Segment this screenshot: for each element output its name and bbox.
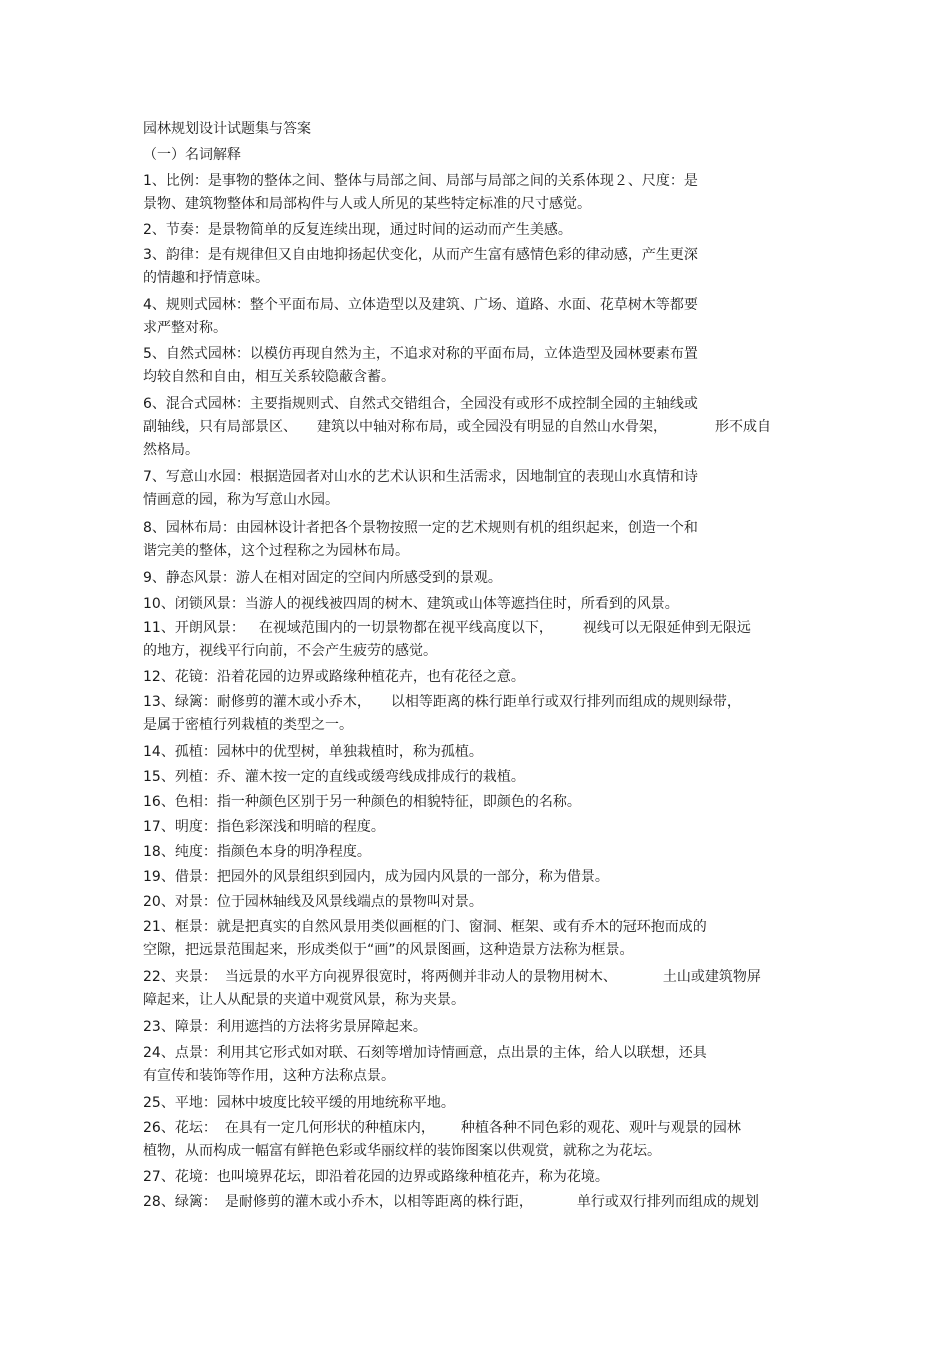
term-entry-6 [143, 393, 803, 462]
entry-line: 12、花镜：沿着花园的边界或路缘种植花卉，也有花径之意。 [143, 669, 525, 685]
term-entry-16 [143, 791, 803, 814]
entry-line: 18、纯度：指颜色本身的明净程度。 [143, 844, 371, 860]
term-entry-23 [143, 1016, 803, 1039]
entry-segment: 以相等距离的株行距单行或双行排列而组成的规则绿带， [390, 694, 741, 710]
term-entry-15 [143, 766, 803, 789]
entry-line [143, 617, 803, 640]
entry-line: 求严整对称。 [143, 320, 227, 336]
entry-line: 景物、建筑物整体和局部构件与人或人所见的某些特定标准的尺寸感觉。 [143, 196, 591, 212]
entry-segment: 单行或双行排列而组成的规划 [576, 1194, 759, 1210]
section-heading: （一）名词解释 [143, 147, 241, 163]
entry-line: 均较自然和自由，相互关系较隐蔽含蓄。 [143, 369, 395, 385]
entry-segment: 22、夹景： [143, 969, 217, 985]
entry-segment: 建筑以中轴对称布局，或全园没有明显的自然山水骨架， [317, 419, 667, 435]
entry-line: 24、点景：利用其它形式如对联、石刻等增加诗情画意，点出景的主体，给人以联想，还具 [143, 1045, 707, 1061]
entry-segment: 在具有一定几何形状的种植床内， [224, 1120, 435, 1136]
term-entry-28 [143, 1191, 803, 1214]
term-entry-24 [143, 1042, 803, 1088]
entry-line: 然格局。 [143, 442, 199, 458]
entry-line [143, 1191, 803, 1214]
term-entry-19 [143, 866, 803, 889]
entry-line: 15、列植：乔、灌木按一定的直线或缓弯线成排成行的栽植。 [143, 769, 525, 785]
entry-line: 17、明度：指色彩深浅和明暗的程度。 [143, 819, 385, 835]
term-entry-14 [143, 741, 803, 764]
entry-segment: 土山或建筑物屏 [662, 969, 761, 985]
entry-line: 5、自然式园林：以模仿再现自然为主，不追求对称的平面布局，立体造型及园林要素布置 [143, 346, 698, 362]
term-entry-5 [143, 343, 803, 389]
term-entry-9 [143, 567, 803, 590]
entry-line: 10、闭锁风景：当游人的视线被四周的树木、建筑或山体等遮挡住时，所看到的风景。 [143, 596, 679, 612]
entry-line: 21、框景：就是把真实的自然风景用类似画框的门、窗洞、框架、或有乔木的冠环抱而成的 [143, 919, 707, 935]
entry-segment: 当远景的水平方向视界很宽时，将两侧并非动人的景物用树木、 [224, 969, 617, 985]
term-entry-18 [143, 841, 803, 864]
entry-segment: 13、绿篱：耐修剪的灌木或小乔木， [143, 694, 371, 710]
entry-segment: 视线可以无限延伸到无限远 [582, 620, 751, 636]
term-entry-13 [143, 691, 803, 737]
term-entry-3 [143, 244, 803, 290]
entry-line: 7、写意山水园：根据造园者对山水的艺术认识和生活需求，因地制宜的表现山水真情和诗 [143, 469, 698, 485]
entry-segment: 副轴线，只有局部景区、 [143, 419, 297, 435]
term-entry-26 [143, 1117, 803, 1163]
term-entry-8 [143, 517, 803, 563]
entry-line [143, 966, 803, 989]
term-entry-17 [143, 816, 803, 839]
term-entry-25 [143, 1092, 803, 1115]
entry-line [143, 691, 803, 714]
term-entry-10 [143, 593, 803, 616]
document-title: 园林规划设计试题集与答案 [143, 121, 311, 137]
term-entry-20 [143, 891, 803, 914]
entry-line [143, 416, 803, 439]
term-entry-11 [143, 617, 803, 663]
entry-line: 25、平地：园林中坡度比较平缓的用地统称平地。 [143, 1095, 455, 1111]
entry-line: 19、借景：把园外的风景组织到园内，成为园内风景的一部分，称为借景。 [143, 869, 609, 885]
entry-line: 的地方，视线平行向前，不会产生疲劳的感觉。 [143, 643, 437, 659]
entry-line: 9、静态风景：游人在相对固定的空间内所感受到的景观。 [143, 570, 502, 586]
term-entry-21 [143, 916, 803, 962]
term-entry-12 [143, 666, 803, 689]
term-entry-4 [143, 294, 803, 340]
entry-line: 20、对景：位于园林轴线及风景线端点的景物叫对景。 [143, 894, 483, 910]
entry-line: 的情趣和抒情意味。 [143, 270, 269, 286]
term-entry-27 [143, 1166, 803, 1189]
entry-line: 障起来，让人从配景的夹道中观赏风景，称为夹景。 [143, 992, 465, 1008]
entry-line: 4、规则式园林：整个平面布局、立体造型以及建筑、广场、道路、水面、花草树木等都要 [143, 297, 698, 313]
entry-line: 14、孤植：园林中的优型树，单独栽植时，称为孤植。 [143, 744, 483, 760]
entry-line: 3、韵律：是有规律但又自由地抑扬起伏变化，从而产生富有感情色彩的律动感，产生更深 [143, 247, 698, 263]
entry-segment: 种植各种不同色彩的观花、观叶与观景的园林 [460, 1120, 741, 1136]
entry-segment: 是耐修剪的灌木或小乔木，以相等距离的株行距， [224, 1194, 533, 1210]
term-entry-22 [143, 966, 803, 1012]
entry-line: 情画意的园，称为写意山水园。 [143, 492, 339, 508]
entry-line: 8、园林布局：由园林设计者把各个景物按照一定的艺术规则有机的组织起来，创造一个和 [143, 520, 698, 536]
entry-line: 23、障景：利用遮挡的方法将劣景屏障起来。 [143, 1019, 427, 1035]
entry-line [143, 1117, 803, 1140]
entry-segment: 11、开朗风景： [143, 620, 245, 636]
entry-segment: 形不成自 [715, 419, 771, 435]
term-entry-1 [143, 170, 803, 216]
entry-line: 2、节奏：是景物简单的反复连续出现，通过时间的运动而产生美感。 [143, 222, 572, 238]
entry-line: 27、花境：也叫境界花坛，即沿着花园的边界或路缘种植花卉，称为花境。 [143, 1169, 609, 1185]
entry-line: 6、混合式园林：主要指规则式、自然式交错组合，全园没有或形不成控制全园的主轴线或 [143, 396, 698, 412]
entry-segment: 26、花坛： [143, 1120, 217, 1136]
entry-line: 植物，从而构成一幅富有鲜艳色彩或华丽纹样的装饰图案以供观赏，就称之为花坛。 [143, 1143, 661, 1159]
term-entry-7 [143, 466, 803, 512]
entry-line: 谐完美的整体，这个过程称之为园林布局。 [143, 543, 409, 559]
entry-line: 1、比例：是事物的整体之间、整体与局部之间、局部与局部之间的关系体现２、尺度：是 [143, 173, 698, 189]
entry-line: 空隙，把远景范围起来，形成类似于“画”的风景图画，这种造景方法称为框景。 [143, 942, 634, 958]
entry-line: 16、色相：指一种颜色区别于另一种颜色的相貌特征，即颜色的名称。 [143, 794, 581, 810]
entry-line: 是属于密植行列栽植的类型之一。 [143, 717, 353, 733]
entry-segment: 28、绿篱： [143, 1194, 217, 1210]
term-entry-2 [143, 219, 803, 242]
entry-segment: 在视域范围内的一切景物都在视平线高度以下， [258, 620, 553, 636]
entry-line: 有宣传和装饰等作用，这种方法称点景。 [143, 1068, 395, 1084]
